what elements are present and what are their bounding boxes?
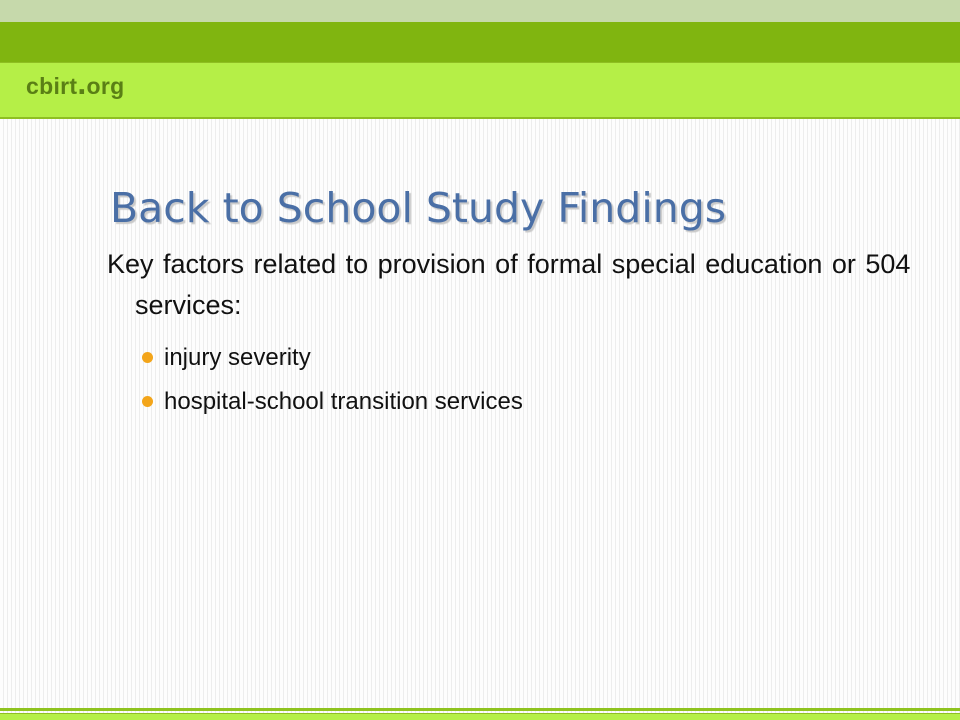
bullet-dot-icon [142, 352, 153, 363]
footer-line [0, 708, 960, 711]
bullet-text: hospital-school transition services [164, 388, 523, 415]
bullet-dot-icon [142, 396, 153, 407]
logo [26, 65, 125, 101]
logo-name: cbirt [26, 73, 78, 99]
bullet-list [142, 336, 523, 424]
top-strip [0, 0, 960, 22]
list-item [142, 380, 523, 424]
header-band-light [0, 62, 960, 119]
slide-body-text: Key factors related to provision of formal special education or 504 services: [107, 249, 911, 320]
footer-band [0, 713, 960, 720]
bullet-text: injury severity [164, 344, 311, 371]
list-item [142, 336, 523, 380]
logo-dot: . [77, 65, 87, 101]
slide-title: Back to School Study Findings [110, 184, 727, 232]
header-band-dark [0, 22, 960, 62]
logo-tld: org [86, 73, 125, 99]
